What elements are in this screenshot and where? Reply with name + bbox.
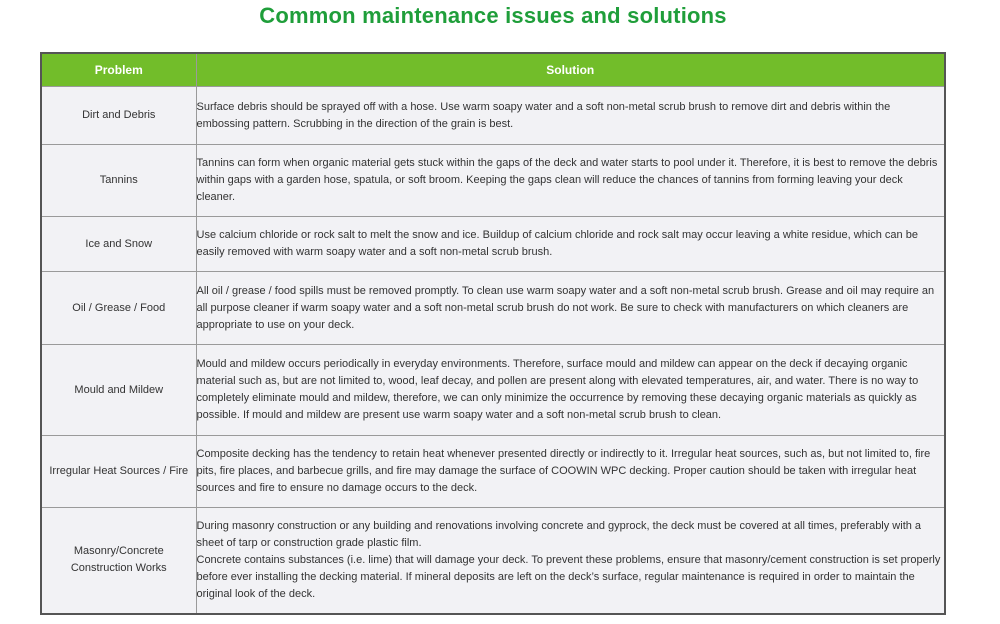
- table-row: [41, 87, 945, 145]
- solution-text: During masonry construction or any building and renovations involving concrete and gyprock, the deck must be covered at all times, preferably with a sheet of tarp or construction grade plastic film.: [196, 519, 922, 549]
- table-row: [41, 272, 945, 345]
- problem-cell: Mould and Mildew: [41, 345, 196, 436]
- solution-cell: [196, 145, 945, 217]
- solution-text: Concrete contains substances (i.e. lime) that will damage your deck. To prevent these problems, ensure that masonry/cement construction is set properly before ever installing the decking material. If mineral deposits are left on the deck’s surface, regular maintenance is required in order to maintain the original look of the deck.: [196, 553, 941, 600]
- solution-cell: [196, 272, 945, 345]
- solution-text: All oil / grease / food spills must be removed promptly. To clean use warm soapy water and a soft non-metal scrub brush. Grease and oil may require an all purpose cleaner if warm soapy water and a soft non-metal scrub brush do not work. Be sure to check with manufacturers on which cleaners are appropriate to use on your deck.: [196, 284, 935, 331]
- problem-cell: Irregular Heat Sources / Fire: [41, 436, 196, 508]
- solution-cell: [196, 508, 945, 614]
- maintenance-table: [40, 52, 946, 615]
- problem-cell: Masonry/Concrete Construction Works: [41, 508, 196, 614]
- solution-text: Surface debris should be sprayed off with a hose. Use warm soapy water and a soft non-metal scrub brush to remove dirt and debris within the embossing pattern. Scrubbing in the direction of the grain is best.: [196, 100, 891, 130]
- solution-text: Tannins can form when organic material gets stuck within the gaps of the deck and water starts to pool under it. Therefore, it is best to remove the debris within gaps with a garden hose, spatula, or soft broom. Keeping the gaps clean will reduce the chances of tannins from forming leaving your deck cleaner.: [196, 157, 938, 203]
- problem-cell: Oil / Grease / Food: [41, 272, 196, 345]
- solution-cell: [196, 345, 945, 436]
- table-row: [41, 436, 945, 508]
- solution-text: Use calcium chloride or rock salt to melt the snow and ice. Buildup of calcium chloride and rock salt may occur leaving a white residue, which can be easily removed with warm soapy water and a soft non-metal scrub brush.: [196, 229, 918, 258]
- table-row: [41, 345, 945, 436]
- table-row: [41, 508, 945, 614]
- problem-cell: Ice and Snow: [41, 217, 196, 272]
- column-header-problem: Problem: [41, 53, 196, 87]
- table-row: [41, 217, 945, 272]
- solution-cell: [196, 217, 945, 272]
- table-header-row: [41, 53, 945, 87]
- solution-cell: [196, 87, 945, 145]
- column-header-solution: Solution: [196, 53, 945, 87]
- problem-cell: Tannins: [41, 145, 196, 217]
- page-title: Common maintenance issues and solutions: [259, 3, 727, 28]
- solution-text: Composite decking has the tendency to retain heat whenever presented directly or indirectly to it. Irregular heat sources, such as, but not limited to, fire pits, fire places, and barbecue grills, and fire may damage the surface of COOWIN WPC decking. Proper caution should be taken with irregular heat sources and fire to ensure no damage occurs to the deck.: [196, 448, 931, 494]
- table-row: [41, 145, 945, 217]
- solution-text: Mould and mildew occurs periodically in everyday environments. Therefore, surface mould and mildew can appear on the deck if decaying organic material such as, but are not limited to, wood, leaf decay, and pollen are present along with elevated temperatures, air, and water. There is no way to completely eliminate mould and mildew, therefore, we can only minimize the occurrence by removing these decaying organic materials as quickly as possible. If mould and mildew are present use warm soapy water and a soft non-metal scrub brush to clean.: [196, 358, 919, 421]
- solution-cell: [196, 436, 945, 508]
- problem-cell: Dirt and Debris: [41, 87, 196, 145]
